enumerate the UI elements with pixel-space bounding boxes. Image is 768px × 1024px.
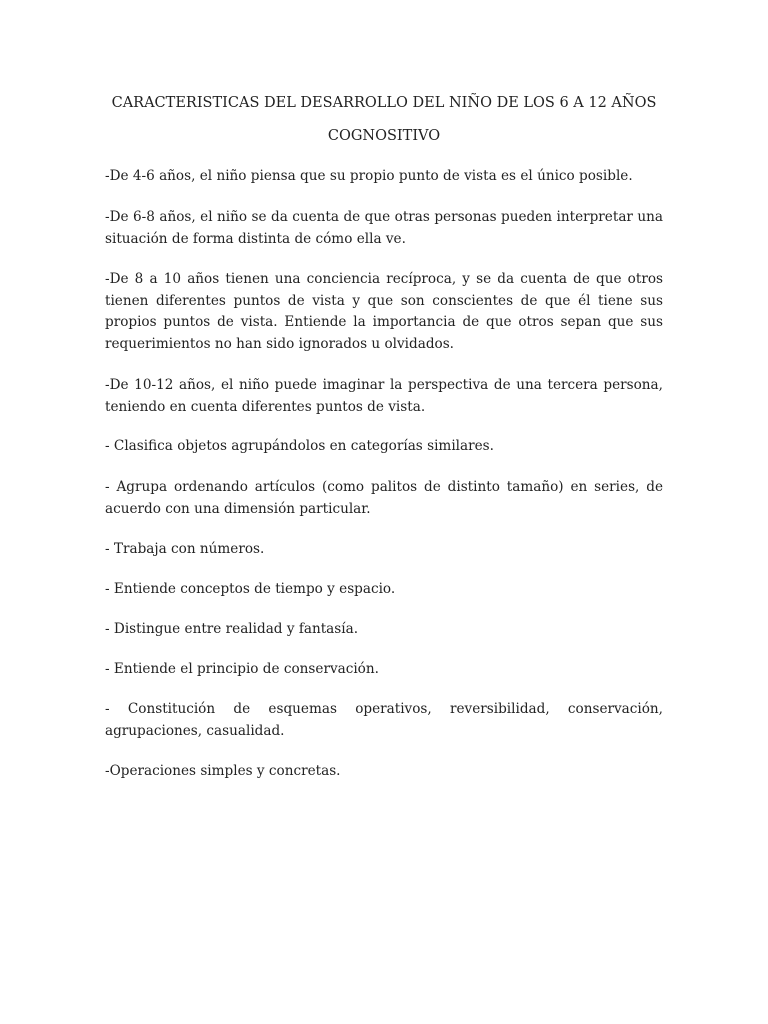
paragraph-5: - Clasifica objetos agrupándolos en categorías similares.	[105, 438, 494, 454]
paragraph-4: -De 10-12 años, el niño puede imaginar la perspectiva de una tercera persona, teniendo en cuenta diferentes puntos de vista.	[105, 377, 663, 415]
paragraph-12: -Operaciones simples y concretas.	[105, 763, 341, 779]
paragraph-7: - Trabaja con números.	[105, 541, 265, 557]
paragraph-8: - Entiende conceptos de tiempo y espacio.	[105, 581, 396, 597]
paragraph-11: - Constitución de esquemas operativos, reversibilidad, conservación, agrupaciones, casualidad.	[105, 701, 663, 739]
paragraph-3: -De 8 a 10 años tienen una conciencia recíproca, y se da cuenta de que otros tienen diferentes puntos de vista y que son conscientes de que él tiene sus propios puntos de vista. Entiende la importancia de que otros sepan que sus requerimientos no han sido ignorados u olvidados.	[105, 271, 663, 352]
paragraph-9: - Distingue entre realidad y fantasía.	[105, 621, 359, 637]
paragraph-6: - Agrupa ordenando artículos (como palitos de distinto tamaño) en series, de acuerdo con una dimensión particular.	[105, 479, 663, 517]
paragraph-10: - Entiende el principio de conservación.	[105, 661, 379, 677]
paragraph-1: -De 4-6 años, el niño piensa que su propio punto de vista es el único posible.	[105, 168, 633, 184]
paragraph-2: -De 6-8 años, el niño se da cuenta de que otras personas pueden interpretar una situación de forma distinta de cómo ella ve.	[105, 209, 663, 247]
document-subtitle: COGNOSITIVO	[327, 128, 441, 144]
document-title: CARACTERISTICAS DEL DESARROLLO DEL NIÑO DE LOS 6 A 12 AÑOS	[111, 95, 657, 111]
